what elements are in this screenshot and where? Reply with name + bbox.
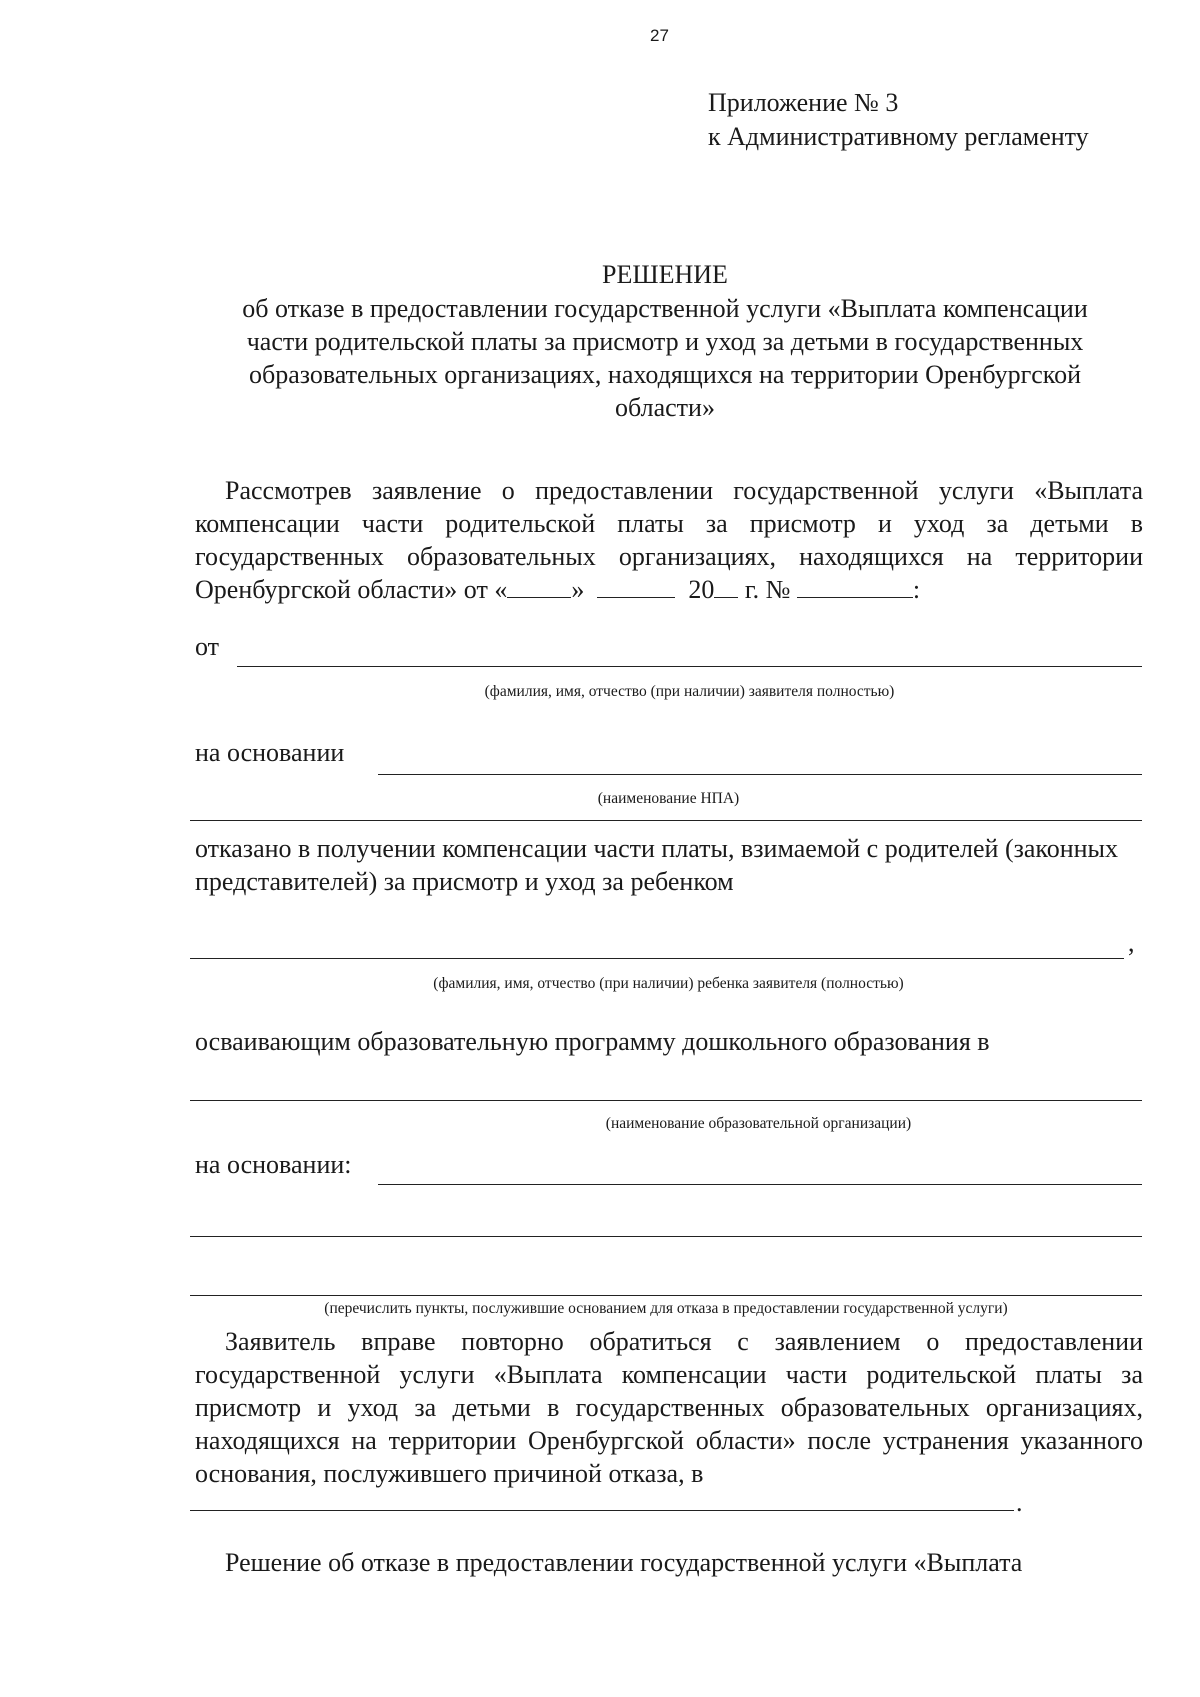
appendix-number: Приложение № 3 [708, 88, 899, 117]
quote-close: » [571, 575, 585, 604]
legal-act-field-continued[interactable] [190, 820, 1142, 821]
basis-label: на основании [195, 738, 345, 767]
applicant-name-field[interactable] [237, 666, 1142, 667]
document-title: РЕШЕНИЕ [602, 260, 728, 289]
intro-colon: : [912, 575, 921, 604]
subtitle-line: об отказе в предоставлении государственной услуги «Выплата компенсации [242, 294, 1088, 323]
intro-paragraph [195, 474, 1143, 606]
document-subtitle [195, 292, 1135, 424]
month-field[interactable] [597, 575, 675, 598]
subtitle-line: области» [615, 393, 715, 422]
legal-act-caption: (наименование НПА) [597, 790, 740, 807]
refusal-basis-field-3[interactable] [190, 1295, 1142, 1296]
appendix-note [708, 86, 1089, 154]
refusal-basis-label: на основании: [195, 1150, 352, 1179]
appendix-reference: к Административному регламенту [708, 122, 1089, 151]
subtitle-line: образовательных организациях, находящихся на территории Оренбургской [248, 360, 1082, 389]
child-name-comma: , [1128, 928, 1135, 957]
reapply-text: Заявитель вправе повторно обратиться с заявлением о предоставлении государственной услуги «Выплата компенсации части родительской платы за присмотр и уход за детьми в государственных образовательных организациях, находящихся на территории Оренбургской области» после устранения указанного основания, послужившего причиной отказа, в [195, 1327, 1143, 1488]
child-name-caption: (фамилия, имя, отчество (при наличии) ребенка заявителя (полностью) [433, 975, 904, 992]
refusal-basis-field-2[interactable] [190, 1236, 1142, 1237]
reapply-authority-field[interactable] [190, 1510, 1014, 1511]
child-name-field[interactable] [190, 958, 1124, 959]
page-number: 27 [650, 26, 669, 45]
reapply-period: . [1016, 1488, 1023, 1517]
refusal-basis-field[interactable] [378, 1184, 1142, 1185]
day-field[interactable] [507, 575, 571, 598]
organization-field[interactable] [190, 1100, 1142, 1101]
year-prefix: 20 [688, 575, 715, 604]
subtitle-line: части родительской платы за присмотр и уход за детьми в государственных [246, 327, 1084, 356]
application-number-field[interactable] [797, 575, 913, 598]
refusal-basis-caption: (перечислить пункты, послужившие основанием для отказа в предоставлении государственной услуги) [324, 1300, 1008, 1317]
refusal-paragraph: отказано в получении компенсации части платы, взимаемой с родителей (законных представителей) за присмотр и уход за ребенком [195, 834, 1119, 896]
legal-act-field[interactable] [378, 774, 1142, 775]
final-text: Решение об отказе в предоставлении государственной услуги «Выплата [225, 1548, 1023, 1577]
organization-caption: (наименование образовательной организации) [605, 1115, 912, 1132]
studying-paragraph: осваивающим образовательную программу дошкольного образования в [195, 1027, 990, 1056]
final-paragraph [195, 1546, 1143, 1579]
applicant-name-caption: (фамилия, имя, отчество (при наличии) заявителя полностью) [484, 683, 895, 700]
number-label: г. № [738, 575, 791, 604]
from-label: от [195, 632, 220, 661]
year-field[interactable] [714, 575, 738, 598]
intro-text: Рассмотрев заявление о предоставлении государственной услуги «Выплата компенсации части родительской платы за присмотр и уход за детьми в государственных образовательных организациях, находящихся на территории Оренбургской области» от « [195, 476, 1143, 604]
reapply-paragraph [195, 1325, 1143, 1490]
